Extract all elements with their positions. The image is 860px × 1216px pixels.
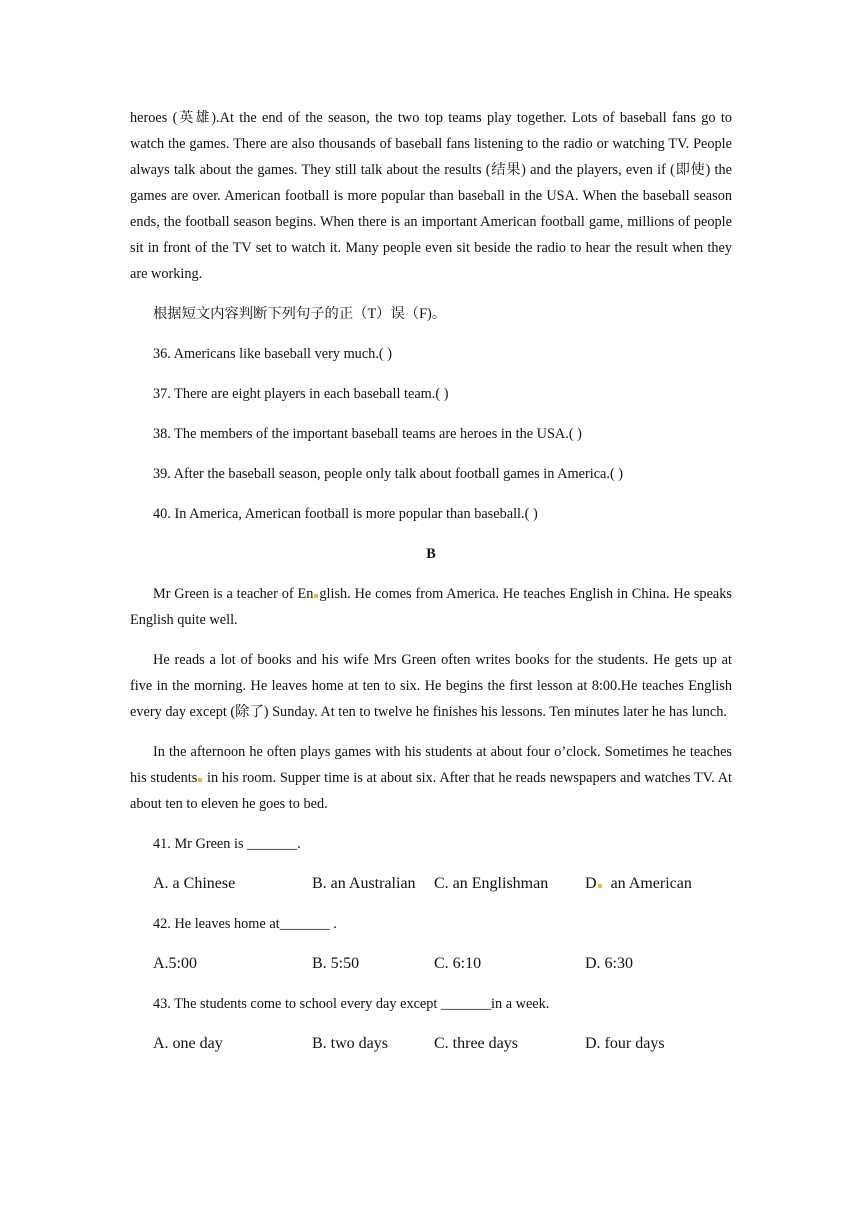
p3-text-start: In the afternoon he often plays games with his students at about four o’clock. Sometimes he teaches his students [130,744,732,786]
p3-text-end: in his room. Supper time is at about six. After that he reads newspapers and watches TV. At about ten to eleven he goes to bed. [130,770,732,812]
highlight-mark-icon [314,594,318,598]
option-d [585,871,705,897]
option-b: B. two days [312,1035,388,1052]
passage-b-paragraph-2: He reads a lot of books and his wife Mrs Green often writes books for the students. He gets up at five in the morning. He leaves home at ten to six. He begins the first lesson at 8:00.He teaches English every day except (除了) Sunday. At ten to twelve he finishes his lessons. Ten minutes later he has lunch. [130,652,732,720]
option-c: C. an Englishman [434,875,549,892]
question-42: 42. He leaves home at_______ . [153,916,337,932]
option-d: D. 6:30 [585,955,633,972]
question-41: 41. Mr Green is _______. [153,836,301,852]
passage-b-paragraph-3 [130,739,732,817]
passage-a-paragraph: heroes (英雄).At the end of the season, the two top teams play together. Lots of baseball fans go to watch the games. There are also thousands of baseball fans listening to the radio or watching TV. People always talk about the games. They still talk about the results (结果) and the players, even if (即使) the games are over. American football is more popular than baseball in the USA. When the baseball season ends, the football season begins. When there is an important American football game, millions of people sit in front of the TV set to watch it. Many people even sit beside the radio to hear the result when they are working. [130,110,732,282]
question-42-options [130,951,732,977]
question-40: 40. In America, American football is more popular than baseball.( ) [153,506,538,522]
option-d-text: an American [610,875,692,892]
highlight-mark-icon [198,778,202,782]
document-content [130,105,732,1057]
question-43-options [130,1031,732,1057]
question-41-options [130,871,732,897]
option-c: C. 6:10 [434,955,482,972]
highlight-mark-icon [598,884,602,888]
option-c: C. three days [434,1035,518,1052]
option-d-letter: D [585,875,597,892]
passage-b-paragraph-1 [130,581,732,633]
question-38: 38. The members of the important baseball teams are heroes in the USA.( ) [153,426,582,442]
tf-instruction: 根据短文内容判断下列句子的正（T）误（F)。 [153,306,447,322]
question-43: 43. The students come to school every day except _______in a week. [153,996,550,1012]
option-b: B. 5:50 [312,955,360,972]
section-heading-b: B [426,546,436,562]
question-39: 39. After the baseball season, people only talk about football games in America.( ) [153,466,624,482]
option-a: A. a Chinese [153,875,236,892]
question-36: 36. Americans like baseball very much.( ) [153,346,392,362]
option-d: D. four days [585,1035,665,1052]
option-b: B. an Australian [312,875,416,892]
p1-text-start: Mr Green is a teacher of En [153,586,314,602]
question-37: 37. There are eight players in each baseball team.( ) [153,386,449,402]
option-a: A.5:00 [153,955,197,972]
p1-text-end: glish. He comes from America. He teaches English in China. He speaks English quite well. [130,586,732,628]
option-a: A. one day [153,1035,223,1052]
